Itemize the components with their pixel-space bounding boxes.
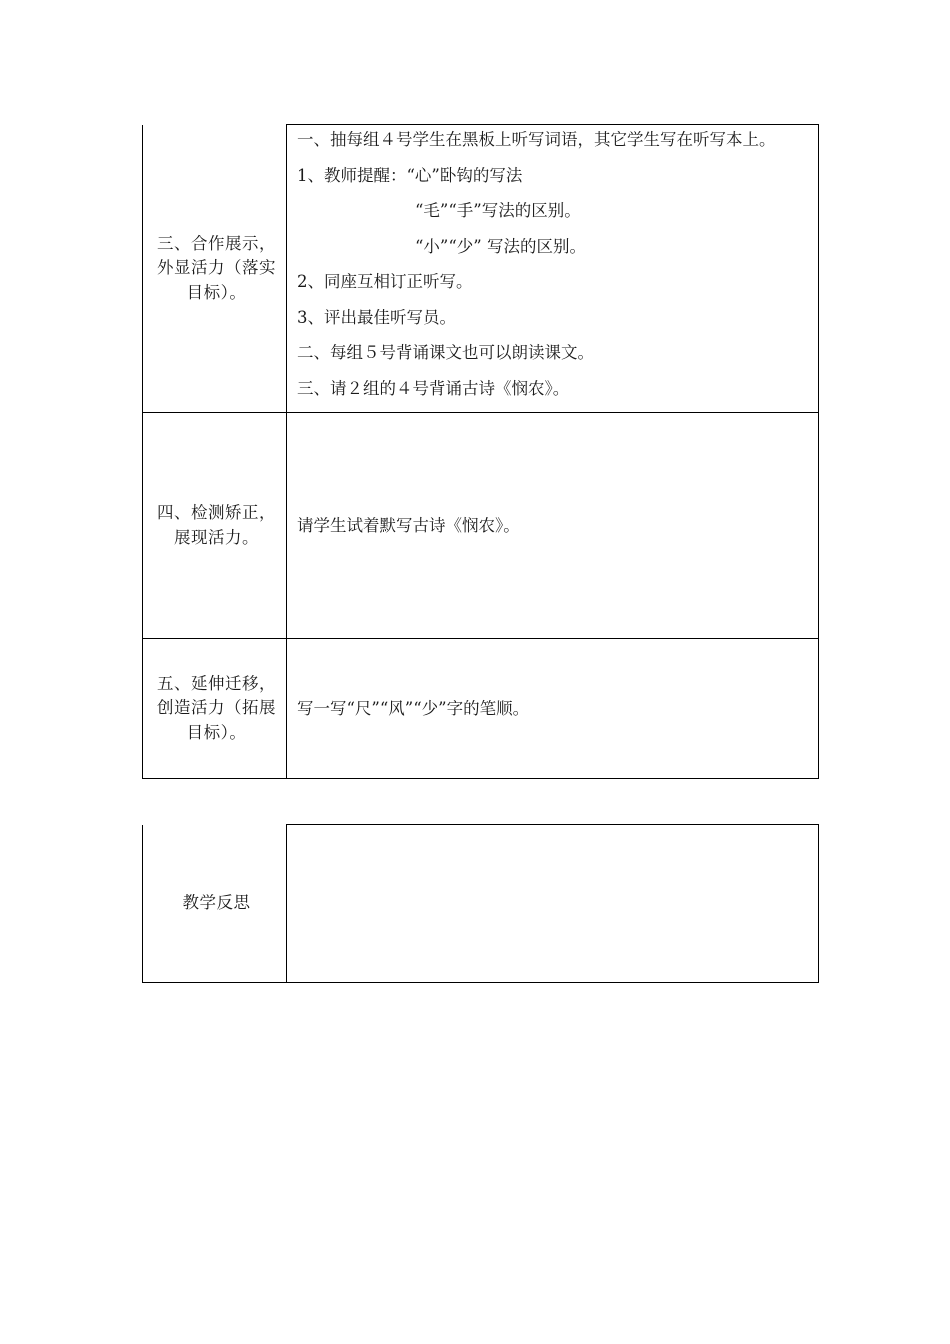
content-line: 二、每组５号背诵课文也可以朗读课文。	[297, 343, 594, 362]
section-label-cell	[143, 125, 287, 413]
table-row	[143, 125, 819, 413]
content-line: 三、请２组的４号背诵古诗《悯农》。	[297, 378, 570, 398]
reflection-label: 教学反思	[182, 893, 251, 912]
section-content-cell	[287, 125, 819, 413]
content-line: 一、抽每组４号学生在黑板上听写词语，其它学生写在听写本上。	[297, 130, 776, 149]
section-content-cell	[287, 639, 819, 779]
content-line: 2、同座互相订正听写。	[297, 272, 473, 291]
content-line: 1、教师提醒：“心”卧钩的写法	[297, 165, 523, 185]
content-line: 写一写“尺”“风”“少”字的笔顺。	[297, 698, 530, 718]
section-label: 三、合作展示，外显活力（落实目标）。	[157, 233, 276, 302]
table-row	[143, 639, 819, 779]
reflection-content-cell[interactable]	[287, 825, 819, 983]
content-line: “毛”“手”写法的区别。	[415, 201, 581, 220]
section-label-cell	[143, 639, 287, 779]
section-label: 五、延伸迁移，创造活力（拓展目标）。	[157, 673, 276, 742]
section-content-cell	[287, 413, 819, 639]
reflection-table	[142, 824, 819, 983]
table-row	[143, 825, 819, 983]
section-label-cell	[143, 413, 287, 639]
section-label: 四、检测矫正，展现活力。	[157, 503, 276, 547]
reflection-label-cell	[143, 825, 287, 983]
table-row	[143, 413, 819, 639]
lesson-plan-table	[142, 124, 819, 779]
content-line: “小”“少” 写法的区别。	[415, 236, 586, 256]
content-line: 3、评出最佳听写员。	[297, 307, 456, 327]
content-line: 请学生试着默写古诗《悯农》。	[297, 515, 520, 535]
